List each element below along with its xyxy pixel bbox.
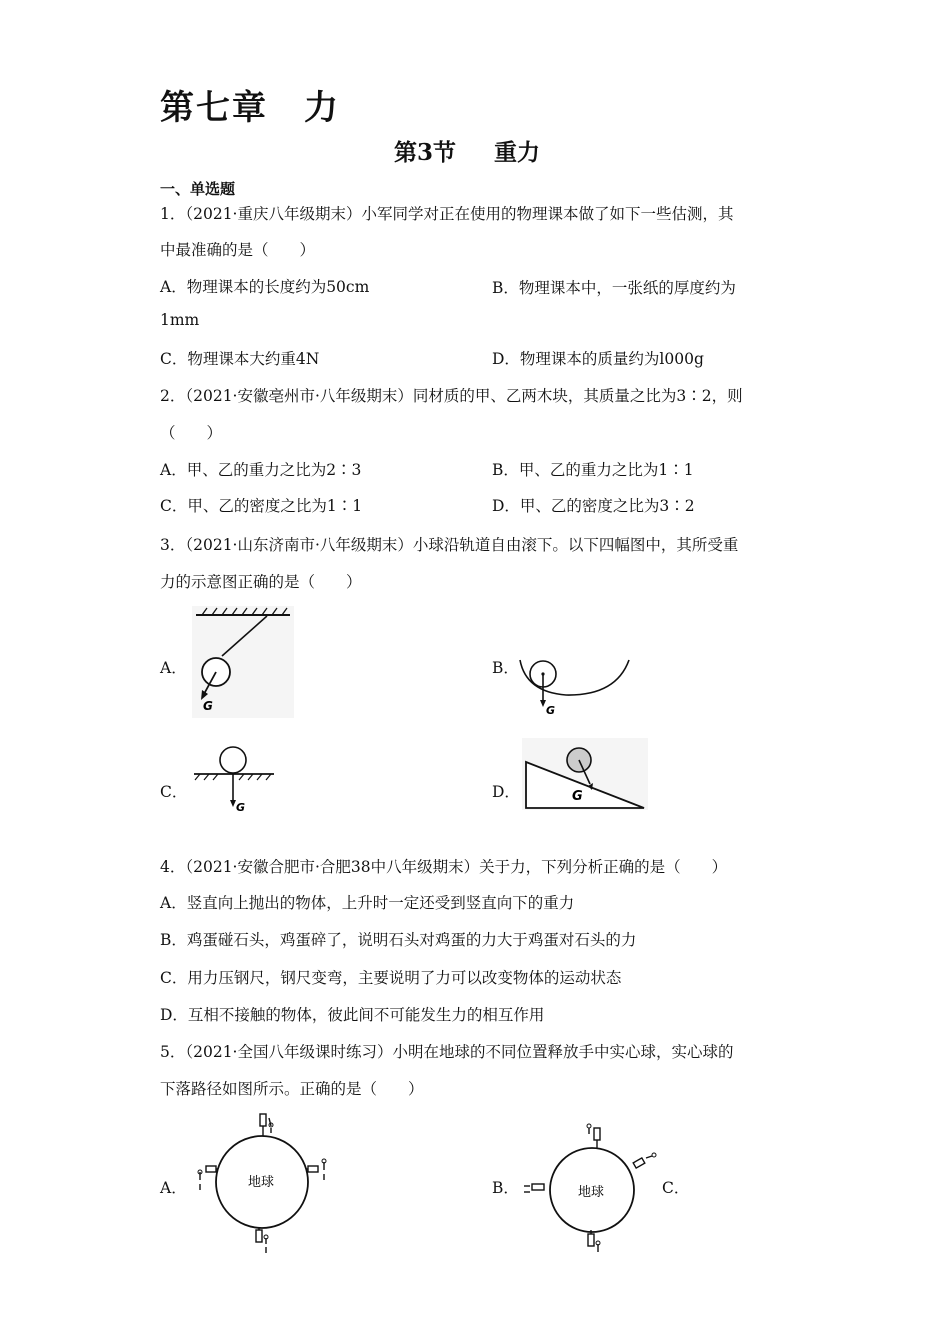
- q2-option-a: A．甲、乙的重力之比为2∶3: [160, 461, 362, 479]
- q5-option-c: C．: [662, 1179, 690, 1197]
- q3-stem-line1: 3．（2021·山东济南市·八年级期末）小球沿轨道自由滚下。以下四幅图中，其所受重: [160, 536, 739, 554]
- question-type-heading: 一、单选题: [160, 180, 236, 198]
- q4-stem: 4．（2021·安徽合肥市·合肥38中八年级期末）关于力，下列分析正确的是（ ）: [160, 858, 728, 876]
- section-number: 第3节: [394, 139, 457, 166]
- q1-option-b-cont: 1mm: [160, 311, 200, 329]
- q3-figure-b: [516, 652, 634, 718]
- q2-option-d: D．甲、乙的密度之比为3∶2: [492, 497, 695, 515]
- q4-option-b: B．鸡蛋碰石头，鸡蛋碎了，说明石头对鸡蛋的力大于鸡蛋对石头的力: [160, 931, 637, 949]
- q1-option-b: B．物理课本中，一张纸的厚度约为: [492, 279, 736, 297]
- q3-b-g-label: G: [546, 704, 556, 717]
- q3-option-b: B．: [492, 659, 519, 677]
- q2-stem-line2: （ ）: [160, 424, 223, 442]
- q5-stem-line1: 5．（2021·全国八年级课时练习）小明在地球的不同位置释放手中实心球，实心球的: [160, 1043, 734, 1061]
- q5-b-earth-label: 地球: [578, 1185, 605, 1200]
- q1-stem-line2: 中最准确的是（ ）: [160, 241, 316, 259]
- q3-figure-d: [522, 738, 648, 810]
- q3-figure-a: [192, 606, 294, 718]
- q3-option-a: A．: [160, 659, 187, 677]
- q5-figure-a: [196, 1108, 338, 1256]
- q1-stem-line1: 1．（2021·重庆八年级期末）小军同学对正在使用的物理课本做了如下一些估测，其: [160, 205, 734, 223]
- q3-a-g-label: G: [203, 699, 213, 713]
- chapter-title: 第七章 力: [160, 88, 340, 128]
- q4-option-d: D．互相不接触的物体，彼此间不可能发生力的相互作用: [160, 1006, 545, 1024]
- q3-option-c: C．: [160, 783, 188, 801]
- q1-option-c: C．物理课本大约重4N: [160, 350, 320, 368]
- q2-stem-line1: 2．（2021·安徽亳州市·八年级期末）同材质的甲、乙两木块，其质量之比为3∶2，则: [160, 387, 743, 405]
- q1-option-a: A．物理课本的长度约为50cm: [160, 278, 370, 296]
- q5-a-earth-label: 地球: [248, 1175, 275, 1190]
- q3-d-g-label: G: [572, 789, 583, 804]
- q5-stem-line2: 下落路径如图所示。正确的是（ ）: [160, 1080, 424, 1098]
- section-title: [394, 134, 540, 167]
- q5-option-a: A．: [160, 1179, 187, 1197]
- q4-option-a: A．竖直向上抛出的物体，上升时一定还受到竖直向下的重力: [160, 894, 575, 912]
- q5-figure-b: [522, 1122, 662, 1256]
- q4-option-c: C．用力压钢尺，钢尺变弯，主要说明了力可以改变物体的运动状态: [160, 969, 622, 987]
- q3-option-d: D．: [492, 783, 520, 801]
- q3-stem-line2: 力的示意图正确的是（ ）: [160, 573, 362, 591]
- section-name: 重力: [494, 139, 541, 166]
- q5-option-b: B．: [492, 1179, 519, 1197]
- q3-figure-c: [192, 744, 280, 814]
- q3-c-g-label: G: [236, 801, 246, 814]
- q2-option-b: B．甲、乙的重力之比为1∶1: [492, 461, 694, 479]
- q2-option-c: C．甲、乙的密度之比为1∶1: [160, 497, 363, 515]
- q1-option-d: D．物理课本的质量约为l000g: [492, 350, 704, 368]
